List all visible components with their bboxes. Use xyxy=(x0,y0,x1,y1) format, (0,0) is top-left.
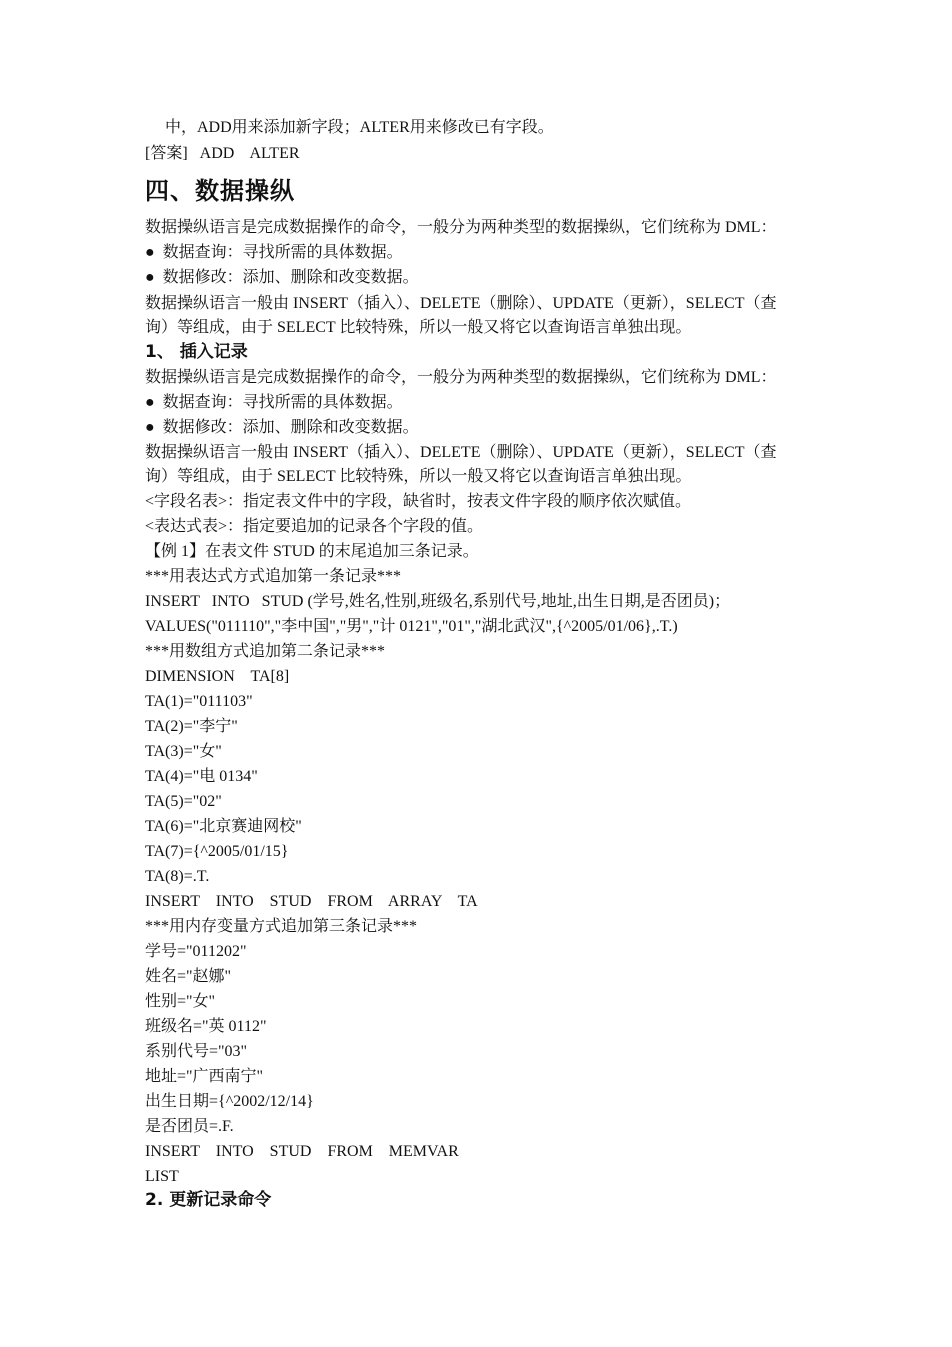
text-line: 数据操纵语言是完成数据操作的命令，一般分为两种类型的数据操纵，它们统称为 DML： xyxy=(145,219,777,236)
text-line: <表达式表>：指定要追加的记录各个字段的值。 xyxy=(145,518,484,535)
code-line: TA(5)="02" xyxy=(145,793,222,810)
sub-heading: 1、 插入记录 xyxy=(145,342,248,362)
bullet-item: ● 数据修改：添加、删除和改变数据。 xyxy=(145,269,419,286)
code-line: TA(2)="李宁" xyxy=(145,718,238,735)
code-line: 是否团员=.F. xyxy=(145,1118,234,1135)
code-line: 地址="广西南宁" xyxy=(145,1068,264,1085)
text-line: <字段名表>：指定表文件中的字段，缺省时，按表文件字段的顺序依次赋值。 xyxy=(145,493,692,510)
bullet-item: ● 数据查询：寻找所需的具体数据。 xyxy=(145,394,403,411)
code-line: TA(8)=.T. xyxy=(145,868,210,885)
text-line: 询）等组成，由于 SELECT 比较特殊，所以一般又将它以查询语言单独出现。 xyxy=(145,319,692,336)
code-line: VALUES("011110","李中国","男","计 0121","01","湖北武汉",{^2005/01/06},.T.) xyxy=(145,618,678,635)
code-line: 出生日期={^2002/12/14} xyxy=(145,1093,314,1110)
code-line: 姓名="赵娜" xyxy=(145,968,232,985)
bullet-item: ● 数据修改：添加、删除和改变数据。 xyxy=(145,419,419,436)
code-line: TA(4)="电 0134" xyxy=(145,768,258,785)
sub-heading: 2. 更新记录命令 xyxy=(145,1190,272,1210)
code-line: 班级名="英 0112" xyxy=(145,1018,267,1035)
answer-line: [答案] ADD ALTER xyxy=(145,145,300,162)
code-comment: ***用内存变量方式追加第三条记录*** xyxy=(145,918,418,935)
code-line: 学号="011202" xyxy=(145,943,247,960)
section-heading: 四、数据操纵 xyxy=(145,177,295,205)
code-line: DIMENSION TA[8] xyxy=(145,668,290,685)
code-line: TA(3)="女" xyxy=(145,743,222,760)
code-line: INSERT INTO STUD FROM ARRAY TA xyxy=(145,893,478,910)
code-comment: ***用数组方式追加第二条记录*** xyxy=(145,643,386,660)
code-line: TA(1)="011103" xyxy=(145,693,253,710)
text-line: 数据操纵语言是完成数据操作的命令，一般分为两种类型的数据操纵，它们统称为 DML： xyxy=(145,369,777,386)
code-line: 系别代号="03" xyxy=(145,1043,248,1060)
text-line: 数据操纵语言一般由 INSERT（插入）、DELETE（删除）、UPDATE（更新），SELECT（查 xyxy=(145,444,777,461)
example-line: 【例 1】在表文件 STUD 的末尾追加三条记录。 xyxy=(145,543,479,560)
text-line: 询）等组成，由于 SELECT 比较特殊，所以一般又将它以查询语言单独出现。 xyxy=(145,468,692,485)
text-line: 中，ADD用来添加新字段；ALTER用来修改已有字段。 xyxy=(165,119,554,136)
code-line: LIST xyxy=(145,1168,179,1185)
code-line: TA(6)="北京赛迪网校" xyxy=(145,818,302,835)
code-line: TA(7)={^2005/01/15} xyxy=(145,843,289,860)
code-line: INSERT INTO STUD (学号,姓名,性别,班级名,系别代号,地址,出生日期,是否团员)； xyxy=(145,593,731,610)
code-line: 性别="女" xyxy=(145,993,216,1010)
bullet-item: ● 数据查询：寻找所需的具体数据。 xyxy=(145,244,403,261)
code-comment: ***用表达式方式追加第一条记录*** xyxy=(145,568,402,585)
code-line: INSERT INTO STUD FROM MEMVAR xyxy=(145,1143,459,1160)
text-line: 数据操纵语言一般由 INSERT（插入）、DELETE（删除）、UPDATE（更新），SELECT（查 xyxy=(145,295,777,312)
